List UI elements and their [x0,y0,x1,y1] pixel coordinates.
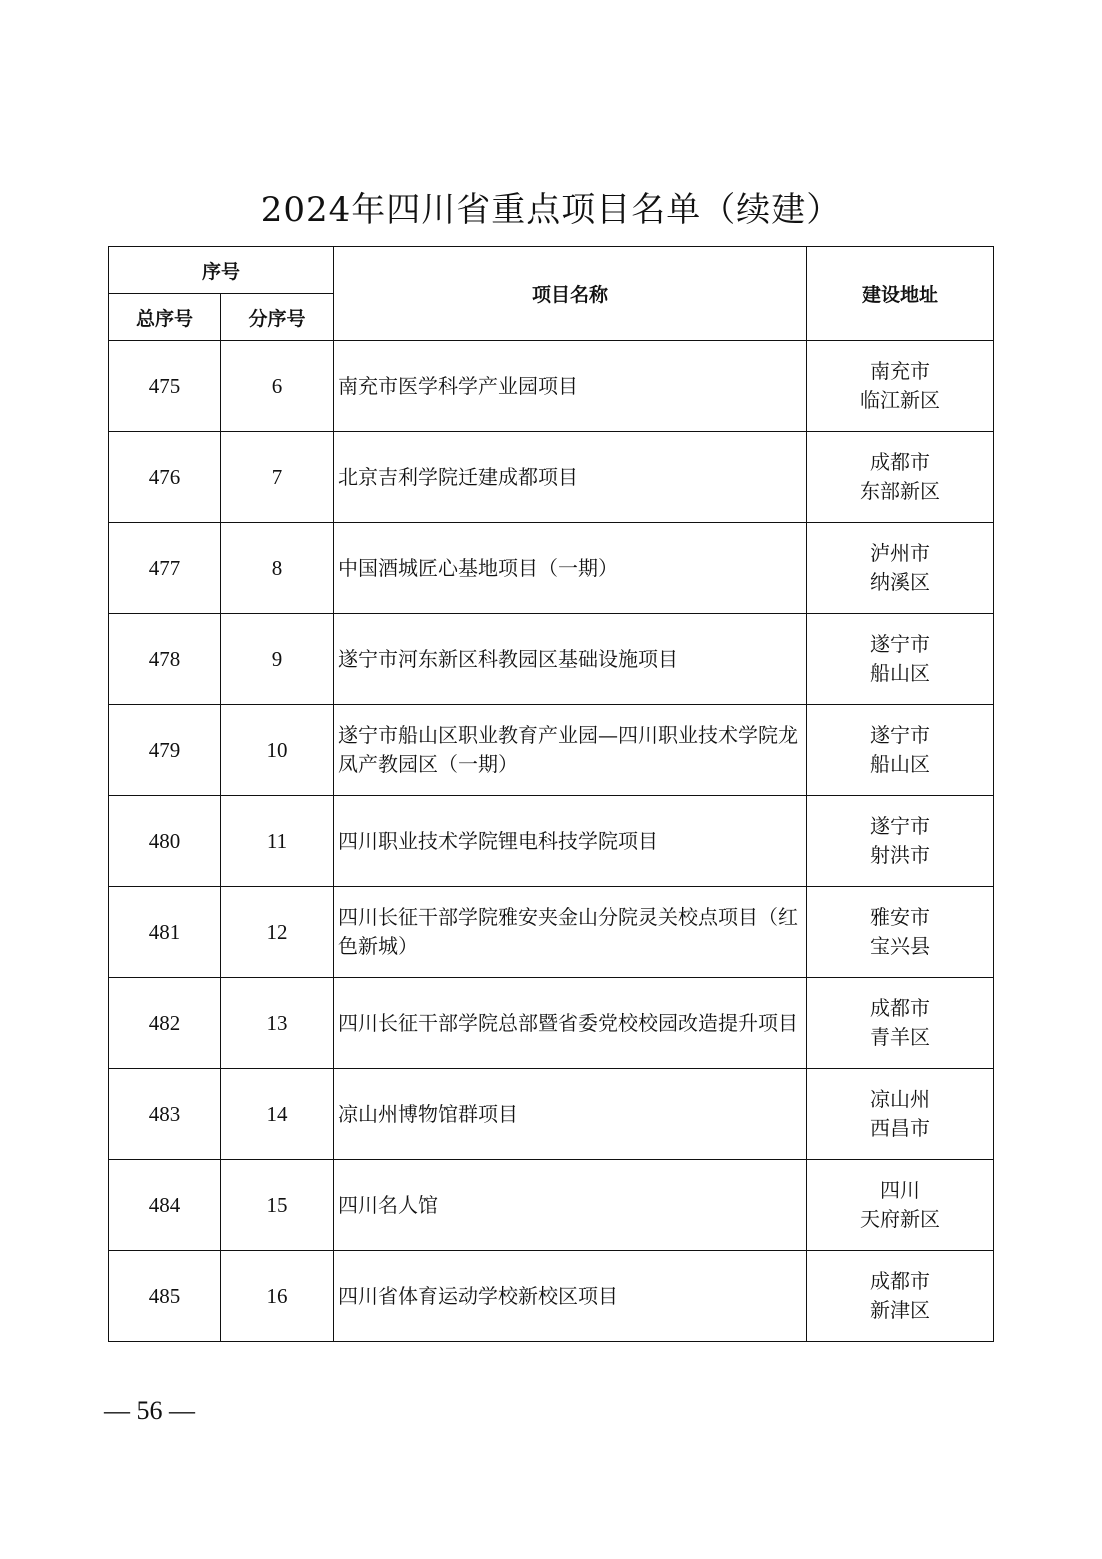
table-row [109,887,994,978]
project-name-cell: 凉山州博物馆群项目 [334,1069,807,1160]
location-cell [807,705,994,796]
sub-seq-cell: 11 [221,796,334,887]
total-seq-cell: 483 [109,1069,221,1160]
table-row [109,796,994,887]
table-row [109,341,994,432]
page-number: — 56 — [104,1396,195,1425]
location-line-1: 遂宁市 [870,814,931,838]
location-line-1: 南充市 [870,359,931,383]
sub-seq-cell: 12 [221,887,334,978]
page-title: 2024年四川省重点项目名单（续建） [260,190,842,230]
sub-seq-cell: 16 [221,1251,334,1342]
location-cell [807,978,994,1069]
sub-seq-cell: 10 [221,705,334,796]
header-seq-group: 序号 [109,247,334,294]
project-name-cell: 南充市医学科学产业园项目 [334,341,807,432]
location-line-2: 船山区 [870,752,931,776]
sub-seq-cell: 15 [221,1160,334,1251]
location-line-2: 射洪市 [870,843,931,867]
total-seq-cell: 485 [109,1251,221,1342]
total-seq-cell: 477 [109,523,221,614]
location-line-2: 天府新区 [860,1207,941,1231]
project-name-cell: 四川职业技术学院锂电科技学院项目 [334,796,807,887]
table-row [109,1069,994,1160]
table-row [109,705,994,796]
location-line-2: 宝兴县 [870,934,931,958]
location-line-1: 遂宁市 [870,723,931,747]
total-seq-cell: 482 [109,978,221,1069]
location-line-2: 新津区 [870,1298,931,1322]
table-row [109,523,994,614]
table-row [109,614,994,705]
sub-seq-cell: 6 [221,341,334,432]
sub-seq-cell: 14 [221,1069,334,1160]
location-line-1: 泸州市 [870,541,931,565]
location-cell [807,796,994,887]
project-name-cell: 四川长征干部学院雅安夹金山分院灵关校点项目（红色新城） [334,887,807,978]
total-seq-cell: 479 [109,705,221,796]
location-line-1: 遂宁市 [870,632,931,656]
table-row [109,1160,994,1251]
project-name-cell: 中国酒城匠心基地项目（一期） [334,523,807,614]
project-table [108,246,994,1342]
location-cell [807,341,994,432]
project-name-cell: 四川省体育运动学校新校区项目 [334,1251,807,1342]
location-line-1: 雅安市 [870,905,931,929]
sub-seq-cell: 13 [221,978,334,1069]
header-sub-seq: 分序号 [221,294,334,341]
location-line-2: 青羊区 [870,1025,931,1049]
total-seq-cell: 475 [109,341,221,432]
location-cell [807,523,994,614]
sub-seq-cell: 7 [221,432,334,523]
location-line-1: 四川 [880,1178,921,1202]
header-location: 建设地址 [807,247,994,341]
project-name-cell: 遂宁市船山区职业教育产业园—四川职业技术学院龙凤产教园区（一期） [334,705,807,796]
location-line-1: 凉山州 [870,1087,931,1111]
total-seq-cell: 478 [109,614,221,705]
table-row [109,1251,994,1342]
location-line-2: 西昌市 [870,1116,931,1140]
location-line-1: 成都市 [870,996,931,1020]
project-name-cell: 遂宁市河东新区科教园区基础设施项目 [334,614,807,705]
location-line-2: 东部新区 [860,479,941,503]
location-line-2: 船山区 [870,661,931,685]
sub-seq-cell: 8 [221,523,334,614]
location-line-2: 临江新区 [860,388,941,412]
table-row [109,978,994,1069]
sub-seq-cell: 9 [221,614,334,705]
total-seq-cell: 476 [109,432,221,523]
project-name-cell: 四川名人馆 [334,1160,807,1251]
header-total-seq: 总序号 [109,294,221,341]
total-seq-cell: 480 [109,796,221,887]
location-cell [807,614,994,705]
project-name-cell: 四川长征干部学院总部暨省委党校校园改造提升项目 [334,978,807,1069]
location-cell [807,1251,994,1342]
total-seq-cell: 484 [109,1160,221,1251]
location-cell [807,1069,994,1160]
location-cell [807,1160,994,1251]
table-row [109,432,994,523]
location-line-2: 纳溪区 [870,570,931,594]
header-project-name: 项目名称 [334,247,807,341]
total-seq-cell: 481 [109,887,221,978]
location-cell [807,432,994,523]
project-name-cell: 北京吉利学院迁建成都项目 [334,432,807,523]
location-line-1: 成都市 [870,450,931,474]
location-cell [807,887,994,978]
location-line-1: 成都市 [870,1269,931,1293]
